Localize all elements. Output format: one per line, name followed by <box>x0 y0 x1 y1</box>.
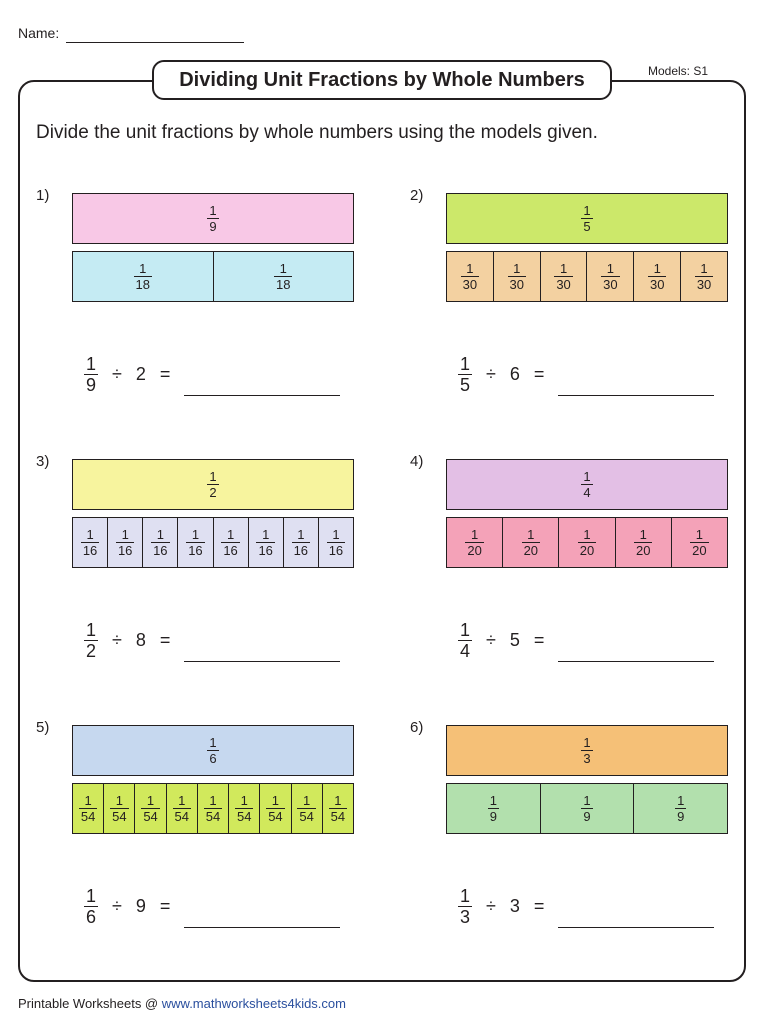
numerator: 1 <box>84 793 92 808</box>
part-fraction-label <box>465 527 483 558</box>
denominator: 16 <box>258 543 273 558</box>
name-label: Name: <box>18 25 60 41</box>
numerator: 1 <box>262 527 270 542</box>
part-cell <box>559 518 615 567</box>
problem-3 <box>36 453 372 689</box>
numerator: 1 <box>297 527 305 542</box>
divided-parts-bar <box>446 251 728 302</box>
denominator: 54 <box>205 809 221 824</box>
denominator: 16 <box>153 543 168 558</box>
denominator: 54 <box>236 809 252 824</box>
denominator: 54 <box>174 809 189 824</box>
divisor: 6 <box>509 363 520 384</box>
part-cell <box>681 252 727 301</box>
part-cell <box>178 518 213 567</box>
denominator: 18 <box>135 277 150 292</box>
numerator: 1 <box>332 527 340 542</box>
problem-number: 1) <box>36 187 50 204</box>
denominator: 9 <box>677 809 685 824</box>
denominator: 5 <box>460 374 471 395</box>
denominator: 30 <box>603 277 618 292</box>
denominator: 30 <box>649 277 665 292</box>
part-cell <box>73 252 214 301</box>
denominator: 54 <box>112 809 127 824</box>
name-line <box>66 42 244 43</box>
division-equation <box>458 881 544 931</box>
denominator: 3 <box>460 906 471 927</box>
divide-sign: ÷ <box>112 363 122 384</box>
denominator: 16 <box>293 543 309 558</box>
numerator: 1 <box>240 793 248 808</box>
part-cell <box>587 252 634 301</box>
divisor: 3 <box>509 895 520 916</box>
answer-line[interactable] <box>184 395 340 396</box>
problem-1 <box>36 187 372 423</box>
numerator: 1 <box>653 261 661 276</box>
divided-parts-bar <box>446 783 728 834</box>
part-fraction-label <box>327 527 345 558</box>
part-cell <box>447 518 503 567</box>
whole-fraction-label <box>207 469 218 500</box>
divisor: 9 <box>135 895 146 916</box>
part-cell <box>284 518 319 567</box>
part-fraction-label <box>266 793 284 824</box>
numerator: 1 <box>86 527 94 542</box>
denominator: 9 <box>583 809 591 824</box>
part-fraction-label <box>508 261 526 292</box>
part-fraction-label <box>173 793 191 824</box>
part-fraction-label <box>329 793 347 824</box>
part-cell <box>167 784 198 833</box>
denominator: 16 <box>117 543 133 558</box>
part-fraction-label <box>110 793 128 824</box>
problem-4 <box>410 453 746 689</box>
numerator: 1 <box>334 793 342 808</box>
part-cell <box>292 784 323 833</box>
part-cell <box>319 518 353 567</box>
equals-sign: = <box>159 363 171 384</box>
problem-number: 2) <box>410 187 424 204</box>
answer-line[interactable] <box>184 927 340 928</box>
whole-fraction-bar <box>446 193 728 244</box>
problem-number: 5) <box>36 719 50 736</box>
whole-fraction-label <box>581 735 592 766</box>
dividend-fraction <box>84 354 98 395</box>
divisor: 2 <box>135 363 146 384</box>
divide-sign: ÷ <box>486 629 496 650</box>
problem-number: 3) <box>36 453 50 470</box>
numerator: 1 <box>527 527 535 542</box>
numerator: 1 <box>460 885 471 906</box>
part-cell <box>541 252 588 301</box>
numerator: 1 <box>226 527 235 542</box>
worksheet-title: Dividing Unit Fractions by Whole Numbers <box>152 60 612 100</box>
numerator: 1 <box>583 203 591 218</box>
part-cell <box>447 252 494 301</box>
numerator: 1 <box>303 793 311 808</box>
footer-label: Printable Worksheets @ <box>18 996 162 1011</box>
numerator: 1 <box>115 793 123 808</box>
worksheet-code: Models: S1 <box>648 64 709 78</box>
footer-link[interactable]: www.mathworksheets4kids.com <box>161 996 346 1011</box>
part-fraction-label <box>292 527 310 558</box>
part-cell <box>73 518 108 567</box>
part-fraction-label <box>634 527 652 558</box>
numerator: 1 <box>639 527 647 542</box>
part-cell <box>494 252 541 301</box>
numerator: 1 <box>695 527 704 542</box>
divide-sign: ÷ <box>112 629 122 650</box>
division-equation <box>84 615 170 665</box>
divisor: 8 <box>135 629 146 650</box>
denominator: 30 <box>556 277 571 292</box>
denominator: 4 <box>583 485 591 500</box>
part-fraction-label <box>235 793 253 824</box>
denominator: 6 <box>209 751 217 766</box>
part-fraction-label <box>274 261 292 292</box>
denominator: 54 <box>268 809 283 824</box>
part-fraction-label <box>578 527 596 558</box>
numerator: 1 <box>583 469 591 484</box>
part-cell <box>634 784 727 833</box>
part-cell <box>198 784 229 833</box>
part-cell <box>634 252 681 301</box>
answer-line[interactable] <box>558 927 714 928</box>
denominator: 20 <box>635 543 651 558</box>
division-equation <box>84 881 170 931</box>
part-fraction-label <box>256 527 274 558</box>
numerator: 1 <box>271 793 280 808</box>
part-cell <box>143 518 178 567</box>
divisor: 5 <box>509 629 520 650</box>
numerator: 1 <box>86 353 97 374</box>
part-fraction-label <box>675 793 686 824</box>
denominator: 30 <box>509 277 524 292</box>
part-fraction-label <box>221 527 239 558</box>
numerator: 1 <box>700 261 708 276</box>
footer <box>18 996 346 1011</box>
problem-6 <box>410 719 746 955</box>
division-equation <box>84 349 170 399</box>
part-cell <box>323 784 353 833</box>
denominator: 54 <box>143 809 158 824</box>
part-fraction-label <box>81 527 99 558</box>
numerator: 1 <box>86 619 97 640</box>
part-cell <box>616 518 672 567</box>
denominator: 5 <box>583 219 591 234</box>
equals-sign: = <box>159 895 171 916</box>
numerator: 1 <box>191 527 200 542</box>
divided-parts-bar <box>72 517 354 568</box>
numerator: 1 <box>583 527 591 542</box>
part-cell <box>447 784 541 833</box>
problem-number: 6) <box>410 719 424 736</box>
part-cell <box>541 784 635 833</box>
denominator: 20 <box>523 543 539 558</box>
part-fraction-label <box>461 261 479 292</box>
part-cell <box>73 784 104 833</box>
dividend-fraction <box>458 620 472 661</box>
numerator: 1 <box>209 735 217 750</box>
denominator: 20 <box>467 543 482 558</box>
denominator: 54 <box>330 809 346 824</box>
dividend-fraction <box>458 886 472 927</box>
division-equation <box>458 615 544 665</box>
part-fraction-label <box>601 261 619 292</box>
division-equation <box>458 349 544 399</box>
answer-line[interactable] <box>558 661 714 662</box>
denominator: 2 <box>209 485 217 500</box>
numerator: 1 <box>606 261 614 276</box>
problem-2 <box>410 187 746 423</box>
part-fraction-label <box>134 261 152 292</box>
denominator: 30 <box>462 277 478 292</box>
part-cell <box>229 784 260 833</box>
divide-sign: ÷ <box>486 363 496 384</box>
part-cell <box>672 518 727 567</box>
part-cell <box>214 252 354 301</box>
equals-sign: = <box>159 629 171 650</box>
dividend-fraction <box>84 620 98 661</box>
numerator: 1 <box>466 261 474 276</box>
part-fraction-label <box>695 261 713 292</box>
dividend-fraction <box>84 886 98 927</box>
numerator: 1 <box>156 527 164 542</box>
denominator: 20 <box>579 543 595 558</box>
numerator: 1 <box>139 261 147 276</box>
denominator: 54 <box>80 809 96 824</box>
denominator: 16 <box>328 543 344 558</box>
part-fraction-label <box>690 527 708 558</box>
equals-sign: = <box>533 363 545 384</box>
part-cell <box>104 784 135 833</box>
part-cell <box>108 518 143 567</box>
numerator: 1 <box>209 203 217 218</box>
numerator: 1 <box>460 353 471 374</box>
equals-sign: = <box>533 895 545 916</box>
part-fraction-label <box>141 793 159 824</box>
divided-parts-bar <box>72 783 354 834</box>
numerator: 1 <box>470 527 479 542</box>
answer-line[interactable] <box>184 661 340 662</box>
numerator: 1 <box>178 793 186 808</box>
part-cell <box>135 784 166 833</box>
part-fraction-label <box>522 527 540 558</box>
numerator: 1 <box>513 261 521 276</box>
numerator: 1 <box>583 735 591 750</box>
whole-fraction-bar <box>72 725 354 776</box>
problem-number: 4) <box>410 453 424 470</box>
instructions: Divide the unit fractions by whole numbers using the models given. <box>36 122 598 143</box>
part-fraction-label <box>297 793 315 824</box>
numerator: 1 <box>146 793 155 808</box>
divide-sign: ÷ <box>486 895 496 916</box>
denominator: 54 <box>299 809 314 824</box>
denominator: 16 <box>188 543 203 558</box>
divide-sign: ÷ <box>112 895 122 916</box>
part-fraction-label <box>581 793 592 824</box>
numerator: 1 <box>279 261 287 276</box>
whole-fraction-label <box>207 735 218 766</box>
denominator: 20 <box>692 543 707 558</box>
part-fraction-label <box>488 793 499 824</box>
denominator: 2 <box>86 640 97 661</box>
whole-fraction-bar <box>446 725 728 776</box>
denominator: 6 <box>86 906 97 927</box>
numerator: 1 <box>677 793 685 808</box>
numerator: 1 <box>489 793 497 808</box>
part-fraction-label <box>186 527 204 558</box>
denominator: 16 <box>223 543 238 558</box>
denominator: 18 <box>276 277 291 292</box>
whole-fraction-label <box>207 203 218 234</box>
part-cell <box>214 518 249 567</box>
numerator: 1 <box>121 527 129 542</box>
whole-fraction-bar <box>446 459 728 510</box>
denominator: 30 <box>696 277 712 292</box>
part-cell <box>249 518 284 567</box>
numerator: 1 <box>209 793 217 808</box>
denominator: 4 <box>460 640 471 661</box>
numerator: 1 <box>559 261 568 276</box>
numerator: 1 <box>460 619 471 640</box>
denominator: 9 <box>489 809 497 824</box>
part-fraction-label <box>151 527 169 558</box>
denominator: 9 <box>86 374 97 395</box>
problem-5 <box>36 719 372 955</box>
whole-fraction-bar <box>72 459 354 510</box>
equals-sign: = <box>533 629 545 650</box>
part-cell <box>260 784 291 833</box>
divided-parts-bar <box>72 251 354 302</box>
whole-fraction-label <box>581 203 592 234</box>
numerator: 1 <box>86 885 97 906</box>
part-cell <box>503 518 559 567</box>
numerator: 1 <box>209 469 217 484</box>
denominator: 16 <box>82 543 98 558</box>
part-fraction-label <box>79 793 97 824</box>
part-fraction-label <box>116 527 134 558</box>
part-fraction-label <box>554 261 572 292</box>
part-fraction-label <box>204 793 222 824</box>
denominator: 9 <box>209 219 217 234</box>
numerator: 1 <box>583 793 591 808</box>
answer-line[interactable] <box>558 395 714 396</box>
divided-parts-bar <box>446 517 728 568</box>
whole-fraction-bar <box>72 193 354 244</box>
denominator: 3 <box>583 751 591 766</box>
part-fraction-label <box>648 261 666 292</box>
whole-fraction-label <box>581 469 592 500</box>
dividend-fraction <box>458 354 472 395</box>
